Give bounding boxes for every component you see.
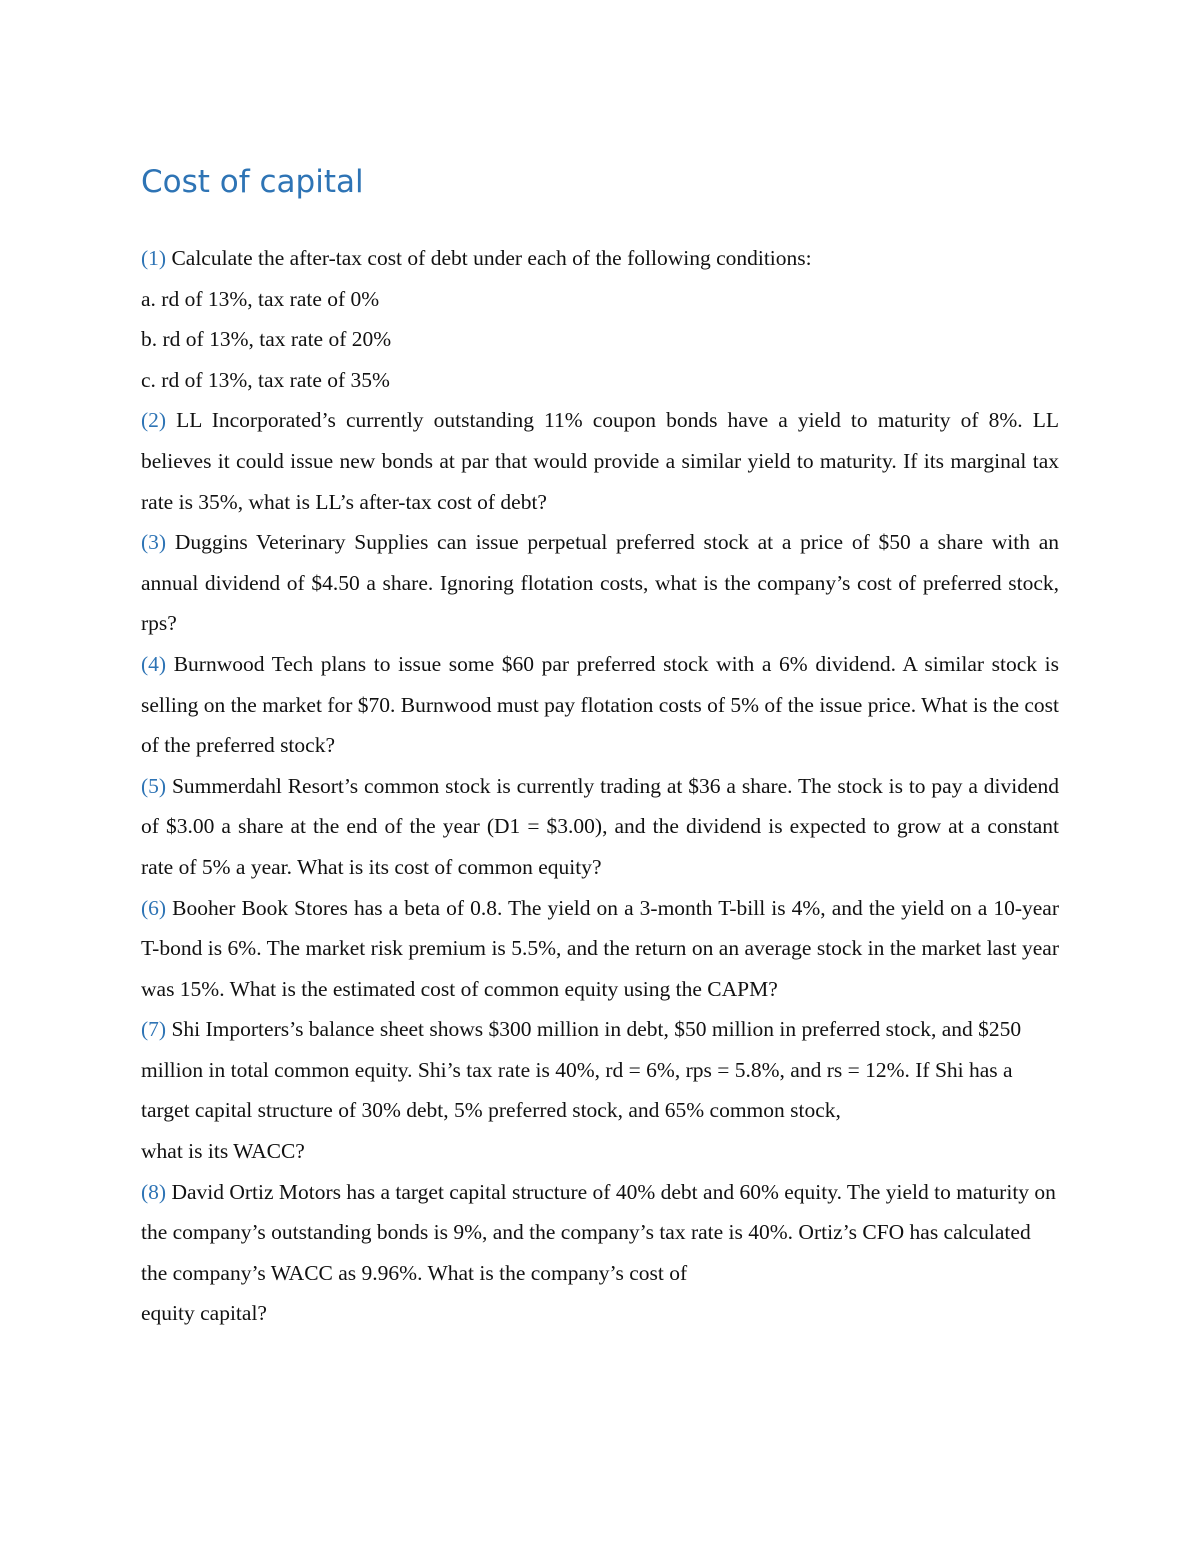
question-number: (2)	[141, 408, 167, 433]
question-number: (1)	[141, 246, 167, 270]
question-text: Summerdahl Resort’s common stock is currently trading at $36 a share. The stock is to pay a dividend of $3.00 a share at the end of the year (D1 = $3.00), and the dividend is expected to grow at a constant rate of 5% a year. What is its cost of common equity?	[141, 773, 1059, 879]
question-3	[141, 522, 1059, 644]
question-number: (8)	[141, 1179, 167, 1204]
question-1	[141, 238, 1059, 279]
page-title: Cost of capital	[141, 164, 364, 200]
list-item: b. rd of 13%, tax rate of 20%	[141, 327, 392, 352]
question-7	[141, 1009, 1059, 1131]
question-text: Shi Importers’s balance sheet shows $300 million in debt, $50 million in preferred stock, and $250 million in total common equity. Shi’s tax rate is 40%, rd = 6%, rps = 5.8%, and rs = 12%. If Shi has a target capital structure of 30% debt, 5% preferred stock, and 65% common stock,	[141, 1017, 1022, 1123]
question-4	[141, 644, 1059, 766]
question-number: (5)	[141, 773, 167, 798]
list-item: a. rd of 13%, tax rate of 0%	[141, 286, 380, 311]
question-number: (3)	[141, 530, 167, 555]
question-8	[141, 1172, 1059, 1294]
question-number: (6)	[141, 895, 167, 920]
question-text: Burnwood Tech plans to issue some $60 par preferred stock with a 6% dividend. A similar stock is selling on the market for $70. Burnwood must pay flotation costs of 5% of the issue price. What is the cost of the preferred stock?	[141, 651, 1060, 758]
question-2	[141, 400, 1059, 522]
question-6	[141, 888, 1059, 1010]
document-body	[141, 238, 1059, 1334]
question-text: Duggins Veterinary Supplies can issue perpetual preferred stock at a price of $50 a share with an annual dividend of $4.50 a share. Ignoring flotation costs, what is the company’s cost of preferred stock, rps?	[141, 530, 1059, 636]
question-text: Booher Book Stores has a beta of 0.8. The yield on a 3-month T-bill is 4%, and the yield on a 10-year T-bond is 6%. The market risk premium is 5.5%, and the return on an average stock in the market last year was 15%. What is the estimated cost of common equity using the CAPM?	[141, 895, 1060, 1001]
question-7-tail: what is its WACC?	[141, 1139, 305, 1164]
question-number: (4)	[141, 651, 167, 676]
list-item: c. rd of 13%, tax rate of 35%	[141, 367, 390, 392]
question-number: (7)	[141, 1017, 167, 1042]
question-text: David Ortiz Motors has a target capital structure of 40% debt and 60% equity. The yield to maturity on the company’s outstanding bonds is 9%, and the company’s tax rate is 40%. Ortiz’s CFO has calculated the company’s WACC as 9.96%. What is the company’s cost of	[141, 1179, 1056, 1285]
question-8-tail: equity capital?	[141, 1301, 267, 1326]
question-5	[141, 766, 1059, 888]
question-text: LL Incorporated’s currently outstanding 11% coupon bonds have a yield to maturity of 8%. LL believes it could issue new bonds at par that would provide a similar yield to maturity. If its marginal tax rate is 35%, what is LL’s after-tax cost of debt?	[141, 408, 1059, 514]
question-text: Calculate the after-tax cost of debt under each of the following conditions:	[171, 246, 812, 270]
